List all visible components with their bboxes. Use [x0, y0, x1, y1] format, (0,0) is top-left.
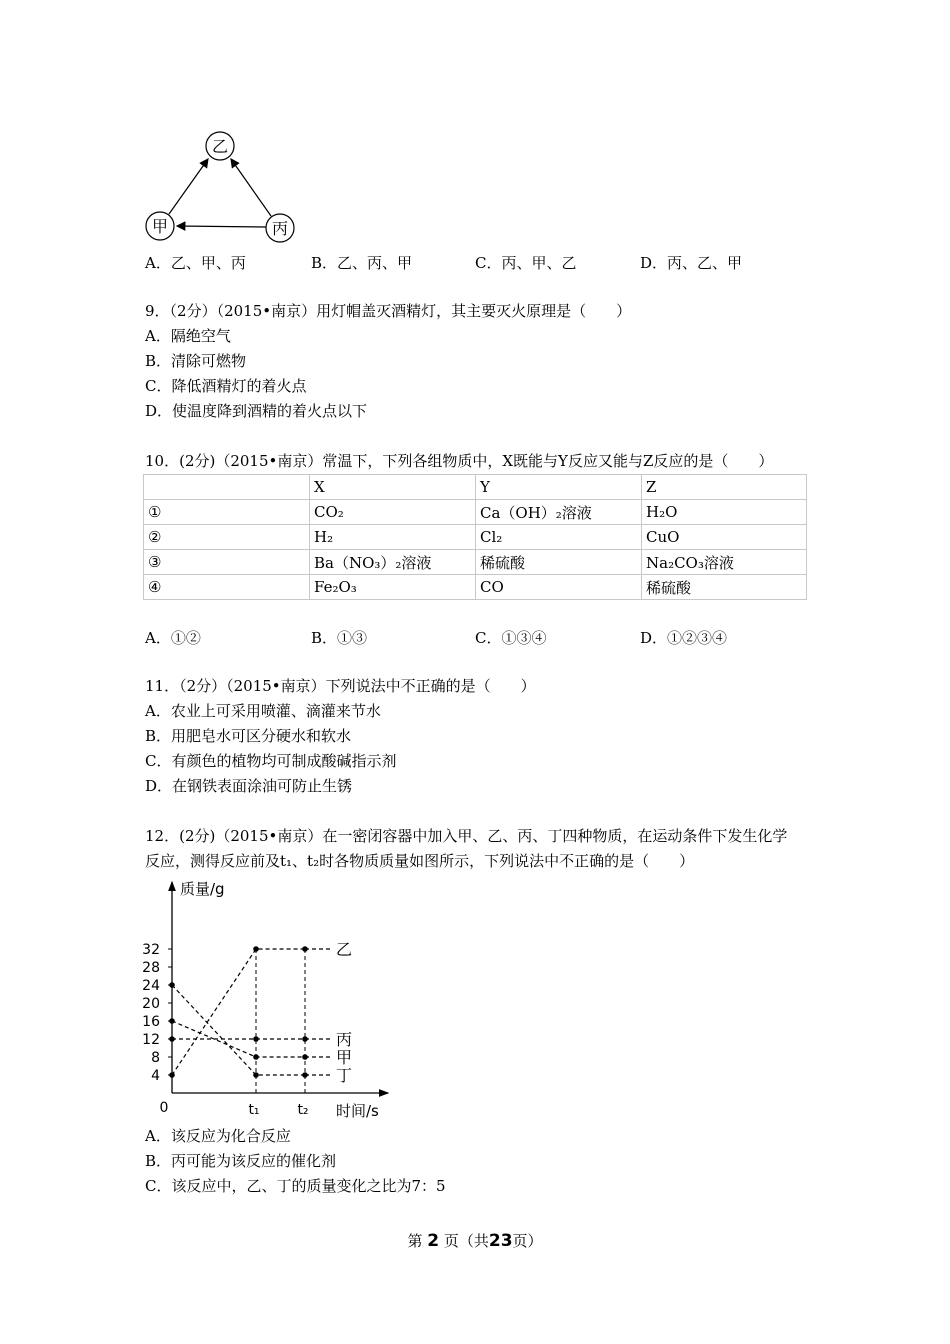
x-tick-label: t₁	[248, 1102, 260, 1118]
table-header-row	[144, 475, 807, 500]
q10-option-c: C．①③④	[475, 629, 547, 647]
q9-stem: 9．（2分）（2015•南京）用灯帽盖灭酒精灯，其主要灭火原理是（ ）	[145, 302, 632, 320]
table-cell: 稀硫酸	[642, 575, 807, 600]
table-cell: ①	[144, 500, 310, 525]
q11-option-a: A．农业上可采用喷灌、滴灌来节水	[145, 702, 381, 720]
y-tick-label: 32	[142, 942, 160, 958]
data-point	[302, 1072, 308, 1078]
y-tick-label: 28	[142, 960, 160, 976]
y-tick-label: 8	[151, 1050, 160, 1066]
data-point	[169, 1072, 175, 1078]
origin-label: 0	[159, 1100, 169, 1116]
q12-option-a: A．该反应为化合反应	[145, 1127, 291, 1145]
table-cell: ④	[144, 575, 310, 600]
footer-page-number: 2	[427, 1231, 440, 1251]
node-left-label: 甲	[151, 217, 169, 236]
q9-option-b: B．清除可燃物	[145, 352, 247, 370]
q9-option-d: D．使温度降到酒精的着火点以下	[145, 402, 368, 420]
q10-option-a: A．①②	[145, 629, 201, 647]
table-cell: CuO	[642, 525, 807, 550]
q12-stem-line1: 12．(2分)（2015•南京）在一密闭容器中加入甲、乙、丙、丁四种物质，在运动条件下发生化学	[145, 827, 788, 845]
footer-middle: 页（共	[443, 1232, 489, 1250]
q8-option-a: A．乙、甲、丙	[145, 254, 246, 272]
table-cell: CO₂	[310, 500, 476, 525]
y-tick-label: 4	[151, 1068, 160, 1084]
q12-option-b: B．丙可能为该反应的催化剂	[145, 1152, 337, 1170]
footer-total-pages: 23	[488, 1231, 513, 1251]
table-header-cell: Z	[642, 475, 807, 500]
q11-option-c: C．有颜色的植物均可制成酸碱指示剂	[145, 752, 397, 770]
data-point	[169, 1018, 175, 1024]
data-point	[169, 982, 175, 988]
table-cell: ②	[144, 525, 310, 550]
q10-stem: 10．(2分)（2015•南京）常温下，下列各组物质中，X既能与Y反应又能与Z反应的是（ ）	[145, 452, 774, 470]
q12-stem-line2: 反应，测得反应前及t₁、t₂时各物质质量如图所示，下列说法中不正确的是（ ）	[145, 852, 695, 870]
table-row	[144, 500, 807, 525]
arrow-left-to-top	[169, 159, 208, 214]
q11-option-d: D．在钢铁表面涂油可防止生锈	[145, 777, 353, 795]
table-cell: CO	[476, 575, 642, 600]
data-point	[253, 1036, 259, 1042]
y-tick-label: 12	[142, 1032, 160, 1048]
data-point	[302, 946, 308, 952]
q9-option-a: A．隔绝空气	[145, 327, 231, 345]
y-axis-title: 质量/g	[180, 880, 225, 898]
y-tick-label: 20	[142, 996, 160, 1012]
y-tick-label: 24	[142, 978, 160, 994]
table-header-cell	[144, 475, 310, 500]
table-cell: H₂	[310, 525, 476, 550]
table-cell: Ca（OH）₂溶液	[476, 500, 642, 525]
table-cell: Na₂CO₃溶液	[642, 550, 807, 575]
q8-option-c: C．丙、甲、乙	[475, 254, 577, 272]
data-point	[169, 1036, 175, 1042]
data-point	[302, 1036, 308, 1042]
q11-option-b: B．用肥皂水可区分硬水和软水	[145, 727, 352, 745]
q12-option-c: C．该反应中，乙、丁的质量变化之比为7：5	[145, 1177, 446, 1195]
table-row	[144, 525, 807, 550]
page-footer	[0, 1230, 950, 1251]
arrow-right-to-top	[231, 159, 271, 216]
series-label: 乙	[336, 940, 353, 959]
data-point	[253, 1072, 259, 1078]
node-top-label: 乙	[211, 137, 229, 156]
q10-option-b: B．①③	[311, 629, 368, 647]
mass-time-chart	[140, 876, 400, 1126]
q10-table	[143, 474, 807, 600]
node-right-label: 丙	[271, 219, 289, 238]
y-tick-label: 16	[142, 1014, 160, 1030]
series-line	[172, 949, 305, 1075]
q8-option-d: D．丙、乙、甲	[640, 254, 743, 272]
q8-option-b: B．乙、丙、甲	[311, 254, 413, 272]
table-cell: 稀硫酸	[476, 550, 642, 575]
series-label: 甲	[336, 1048, 353, 1067]
series-label: 丁	[336, 1066, 353, 1085]
table-cell: Cl₂	[476, 525, 642, 550]
x-axis-title: 时间/s	[336, 1102, 379, 1120]
table-cell: Fe₂O₃	[310, 575, 476, 600]
series-label: 丙	[336, 1030, 353, 1049]
table-header-cell: Y	[476, 475, 642, 500]
data-point	[302, 1054, 308, 1060]
data-point	[253, 946, 259, 952]
footer-prefix: 第	[407, 1232, 423, 1250]
q10-option-d: D．①②③④	[640, 629, 728, 647]
table-cell: H₂O	[642, 500, 807, 525]
reaction-cycle-diagram	[140, 128, 310, 246]
arrow-right-to-left	[177, 226, 266, 227]
data-point	[253, 1054, 259, 1060]
table-cell: ③	[144, 550, 310, 575]
table-row	[144, 575, 807, 600]
q9-option-c: C．降低酒精灯的着火点	[145, 377, 307, 395]
footer-suffix: 页）	[512, 1232, 543, 1250]
q11-stem: 11．（2分）（2015•南京）下列说法中不正确的是（ ）	[145, 677, 536, 695]
table-row	[144, 550, 807, 575]
x-tick-label: t₂	[297, 1102, 309, 1118]
table-header-cell: X	[310, 475, 476, 500]
table-cell: Ba（NO₃）₂溶液	[310, 550, 476, 575]
